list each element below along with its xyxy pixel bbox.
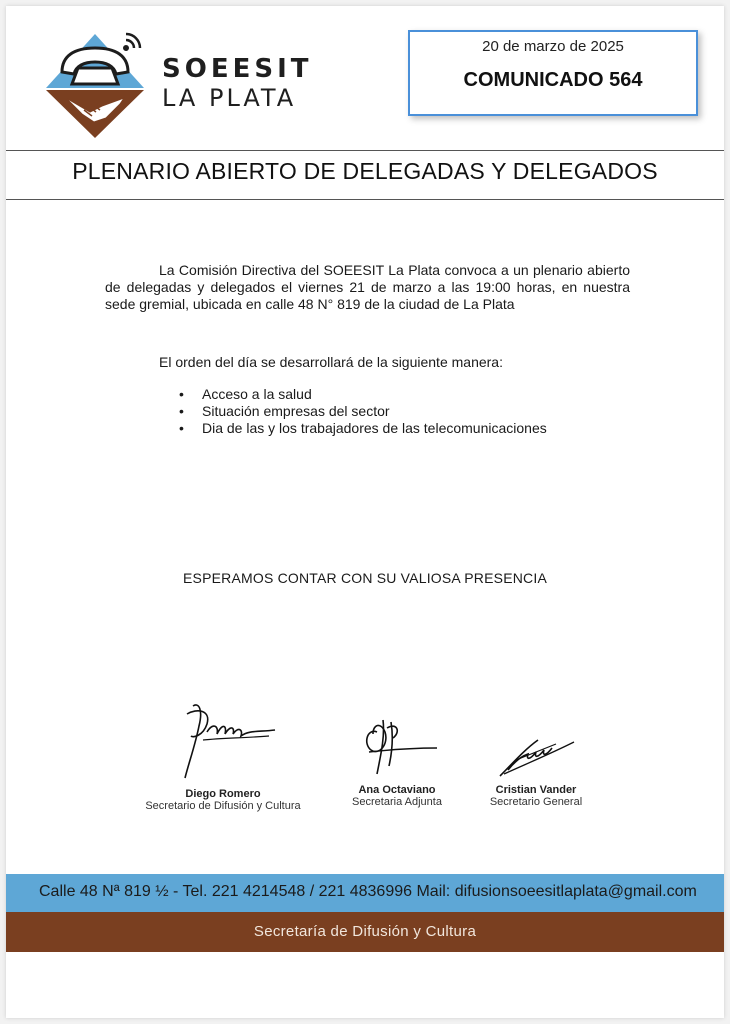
signature-block-romero (138, 696, 308, 812)
title-divider-bottom (6, 199, 724, 200)
footer-department-bar (6, 912, 724, 952)
communique-number: COMUNICADO 564 (463, 69, 643, 91)
convocation-paragraph (105, 262, 630, 313)
brand-name (162, 54, 312, 112)
signatory-role: Secretaria Adjunta (352, 796, 442, 808)
agenda-item: • Dia de las y los trabajadores de las telecomunicaciones (179, 420, 547, 436)
agenda-intro: El orden del día se desarrollará de la siguiente manera: (159, 354, 503, 370)
signature-block-octaviano (322, 714, 472, 808)
document-title: PLENARIO ABIERTO DE DELEGADAS Y DELEGADOS (72, 158, 658, 184)
footer-department-text: Secretaría de Difusión y Cultura (253, 923, 477, 940)
closing-statement: ESPERAMOS CONTAR CON SU VALIOSA PRESENCIA (183, 570, 547, 586)
convocation-text: La Comisión Directiva del SOEESIT La Plata convoca a un plenario abierto de delegadas y delegados el viernes 21 de marzo a las 19:00 horas, en nuestra sede gremial, ubicada en calle 48 N° 819 de la ciudad de La Plata (105, 262, 630, 312)
agenda-item: • Situación empresas del sector (179, 403, 390, 419)
signatory-name: Diego Romero (185, 788, 261, 800)
signatory-role: Secretario de Difusión y Cultura (145, 800, 301, 812)
communique-box (408, 30, 698, 116)
agenda-item: • Acceso a la salud (179, 386, 312, 402)
bullet-icon: • (179, 420, 184, 436)
signature-block-vander (466, 730, 606, 808)
handwritten-signature (486, 730, 586, 782)
signatory-name: Ana Octaviano (358, 784, 436, 796)
footer-contact-bar (6, 874, 724, 912)
communique-date: 20 de marzo de 2025 (482, 38, 624, 55)
bullet-icon: • (179, 386, 184, 402)
logo-emblem (40, 26, 150, 141)
soeesit-logo (40, 26, 315, 146)
signatory-role: Secretario General (489, 796, 583, 808)
document-page (6, 6, 724, 1018)
brand-line1: SOEESIT (162, 54, 313, 84)
footer-contact-text: Calle 48 Nª 819 ½ - Tel. 221 4214548 / 221 4836996 Mail: difusionsoeesitlaplata@gmail.com (39, 883, 697, 900)
signatory-name: Cristian Vander (495, 784, 577, 796)
bullet-icon: • (179, 403, 184, 419)
agenda-list (179, 386, 547, 437)
brand-line2: LA PLATA (162, 84, 297, 112)
title-divider-top (6, 150, 724, 151)
handwritten-signature (347, 714, 447, 782)
handwritten-signature (163, 696, 283, 786)
